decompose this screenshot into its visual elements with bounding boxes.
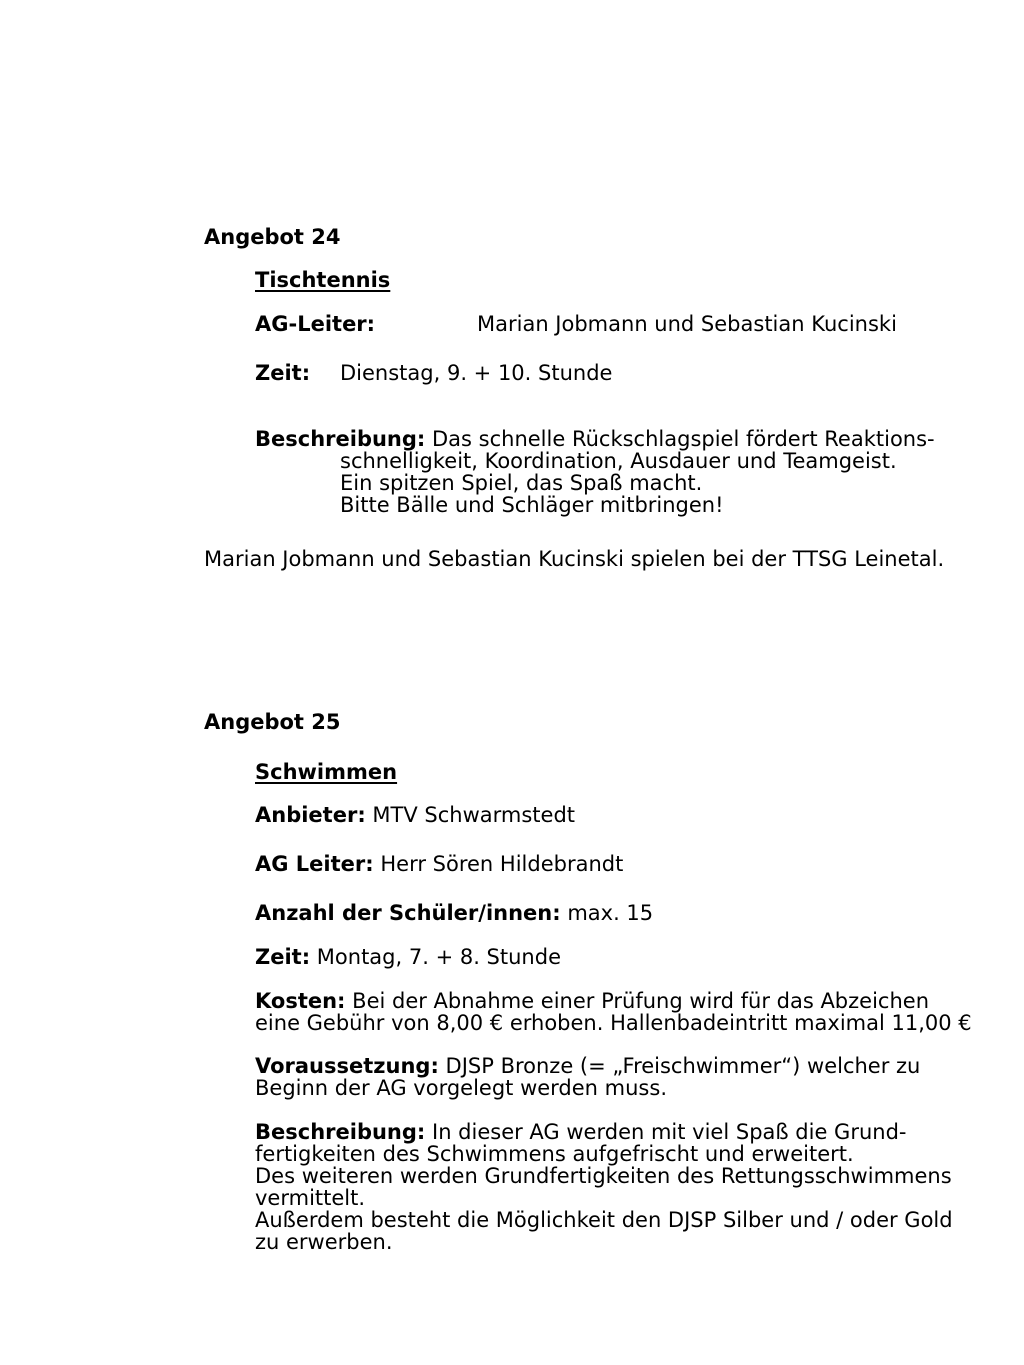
offer24-leader-label: AG-Leiter: bbox=[255, 312, 376, 336]
offer25-leader-value: Herr Sören Hildebrandt bbox=[380, 852, 624, 876]
offer25-costs-line: eine Gebühr von 8,00 € erhoben. Hallenbadeintritt maximal 11,00 € bbox=[255, 1011, 972, 1035]
offer25-description-line: In dieser AG werden mit viel Spaß die Grund- bbox=[432, 1120, 907, 1144]
offer25-requirement-label: Voraussetzung: bbox=[255, 1054, 439, 1078]
offer24-title: Tischtennis bbox=[255, 268, 391, 292]
offer25-provider-label: Anbieter: bbox=[255, 803, 366, 827]
offer25-costs bbox=[255, 990, 972, 1034]
offer24-description bbox=[255, 428, 935, 516]
offer25-provider-value: MTV Schwarmstedt bbox=[372, 803, 576, 827]
offer25-requirement-line: DJSP Bronze (= „Freischwimmer“) welcher zu bbox=[445, 1054, 921, 1078]
offer24-time-label: Zeit: bbox=[255, 361, 311, 385]
offer25-heading: Angebot 25 bbox=[204, 710, 341, 734]
offer25-students-label: Anzahl der Schüler/innen: bbox=[255, 901, 561, 925]
offer25-time-value: Montag, 7. + 8. Stunde bbox=[316, 945, 561, 969]
offer24-description-label: Beschreibung: bbox=[255, 427, 426, 451]
offer24-description-line: Bitte Bälle und Schläger mitbringen! bbox=[340, 493, 724, 517]
offer24-description-line: schnelligkeit, Koordination, Ausdauer und Teamgeist. bbox=[340, 449, 897, 473]
offer24-note: Marian Jobmann und Sebastian Kucinski spielen bei der TTSG Leinetal. bbox=[204, 547, 945, 571]
offer25-leader-label: AG Leiter: bbox=[255, 852, 374, 876]
offer24-description-line: Ein spitzen Spiel, das Spaß macht. bbox=[340, 471, 703, 495]
offer24-leader-value: Marian Jobmann und Sebastian Kucinski bbox=[477, 312, 897, 336]
offer25-requirement bbox=[255, 1055, 920, 1099]
offer25-description-line: vermittelt. bbox=[255, 1186, 366, 1210]
offer25-provider bbox=[255, 804, 575, 826]
offer25-requirement-line: Beginn der AG vorgelegt werden muss. bbox=[255, 1076, 667, 1100]
offer25-time bbox=[255, 946, 561, 968]
offer24-heading: Angebot 24 bbox=[204, 225, 341, 249]
offer25-time-label: Zeit: bbox=[255, 945, 311, 969]
offer25-leader bbox=[255, 853, 623, 875]
offer25-description-line: Des weiteren werden Grundfertigkeiten des Rettungsschwimmens bbox=[255, 1164, 952, 1188]
offer25-description-line: fertigkeiten des Schwimmens aufgefrischt und erweitert. bbox=[255, 1142, 854, 1166]
offer25-description bbox=[255, 1121, 953, 1253]
offer25-description-label: Beschreibung: bbox=[255, 1120, 426, 1144]
offer25-costs-line: Bei der Abnahme einer Prüfung wird für das Abzeichen bbox=[352, 989, 929, 1013]
offer24-time-value: Dienstag, 9. + 10. Stunde bbox=[340, 361, 613, 385]
offer25-description-line: Außerdem besteht die Möglichkeit den DJSP Silber und / oder Gold bbox=[255, 1208, 953, 1232]
offer24-description-line: Das schnelle Rückschlagspiel fördert Reaktions- bbox=[432, 427, 935, 451]
offer25-description-line: zu erwerben. bbox=[255, 1230, 393, 1254]
offer25-students-value: max. 15 bbox=[567, 901, 654, 925]
offer25-costs-label: Kosten: bbox=[255, 989, 346, 1013]
offer25-title: Schwimmen bbox=[255, 760, 398, 784]
offer25-students bbox=[255, 902, 653, 924]
